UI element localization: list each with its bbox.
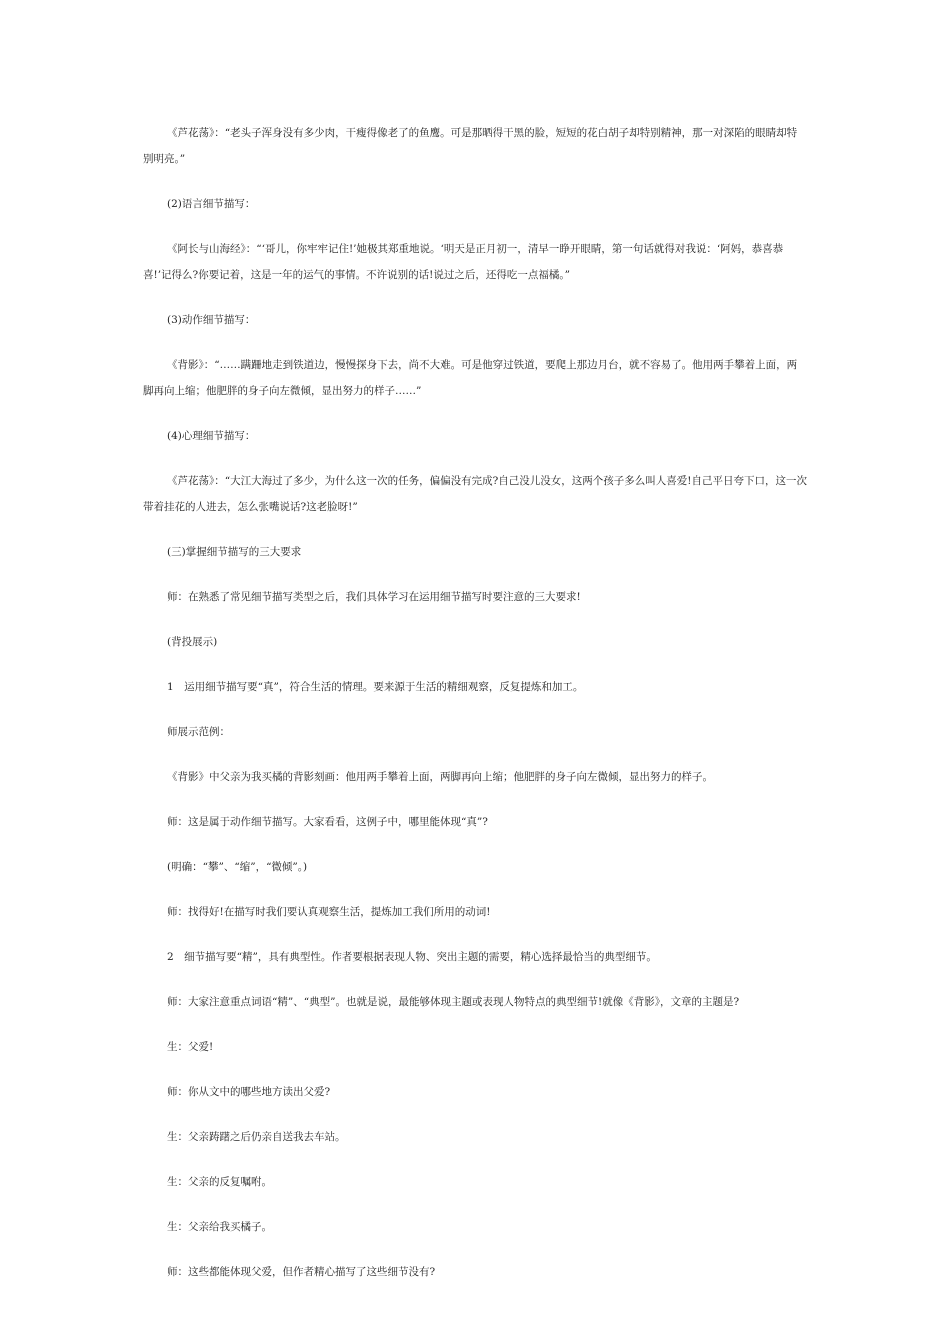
paragraph: 1 运用细节描写要“真”，符合生活的情理。要来源于生活的精细观察，反复提炼和加工。	[167, 681, 584, 693]
paragraph: 《芦花荡》：“大江大海过了多少，为什么这一次的任务，偏偏没有完成?自己没儿没女，这两个孩子多么叫人喜爱!自己平日夸下口，这一次带着挂花的人进去，怎么张嘴说话?这老脸呀!”	[143, 475, 807, 513]
paragraph: 《背影》中父亲为我买橘的背影刻画：他用两手攀着上面，两脚再向上缩；他肥胖的身子向左微倾，显出努力的样子。	[167, 771, 713, 783]
paragraph: 生：父亲给我买橘子。	[167, 1221, 272, 1233]
paragraph: 师展示范例：	[167, 726, 230, 738]
paragraph: 2 细节描写要“精”，具有典型性。作者要根据表现人物、突出主题的需要，精心选择最恰当的典型细节。	[167, 951, 657, 963]
paragraph: 生：父亲的反复嘱咐。	[167, 1176, 272, 1188]
paragraph: 师：这是属于动作细节描写。大家看看，这例子中，哪里能体现“真”?	[167, 816, 488, 828]
paragraph: 师：这些都能体现父爱，但作者精心描写了这些细节没有?	[167, 1266, 436, 1278]
paragraph: 生：父亲踌躇之后仍亲自送我去车站。	[167, 1131, 346, 1143]
paragraph: 师：大家注意重点词语“精”、“典型”。也就是说，最能够体现主题或表现人物特点的典型细节!就像《背影》，文章的主题是?	[167, 996, 740, 1008]
paragraph: (背投展示)	[167, 636, 218, 648]
paragraph: 《阿长与山海经》：“‘哥儿，你牢牢记住!’她极其郑重地说。‘明天是正月初一，清早一睁开眼睛，第一句话就得对我说：‘阿妈，恭喜恭喜!’记得么?你要记着，这是一年的运气的事情。不许说别的话!说过之后，还得吃一点福橘。”	[143, 243, 784, 281]
section-heading: (3)动作细节描写：	[167, 314, 256, 326]
section-heading: (三)掌握细节描写的三大要求	[167, 546, 302, 558]
paragraph: 师：在熟悉了常见细节描写类型之后，我们具体学习在运用细节描写时要注意的三大要求!	[167, 591, 581, 603]
paragraph: 《芦花荡》：“老头子浑身没有多少肉，干瘦得像老了的鱼鹰。可是那晒得干黑的脸，短短的花白胡子却特别精神，那一对深陷的眼睛却特别明亮。”	[143, 127, 798, 165]
section-heading: (2)语言细节描写：	[167, 198, 256, 210]
paragraph: 生：父爱!	[167, 1041, 214, 1053]
paragraph: (明确：“攀”、“缩”，“微倾”。)	[167, 861, 308, 873]
section-heading: (4)心理细节描写：	[167, 430, 256, 442]
document-body	[143, 120, 807, 1304]
paragraph: 师：你从文中的哪些地方读出父爱?	[167, 1086, 331, 1098]
paragraph: 《背影》：“……蹒跚地走到铁道边，慢慢探身下去，尚不大难。可是他穿过铁道，要爬上那边月台，就不容易了。他用两手攀着上面，两脚再向上缩；他肥胖的身子向左微倾，显出努力的样子……”	[143, 359, 798, 397]
paragraph: 师：找得好!在描写时我们要认真观察生活，提炼加工我们所用的动词!	[167, 906, 491, 918]
